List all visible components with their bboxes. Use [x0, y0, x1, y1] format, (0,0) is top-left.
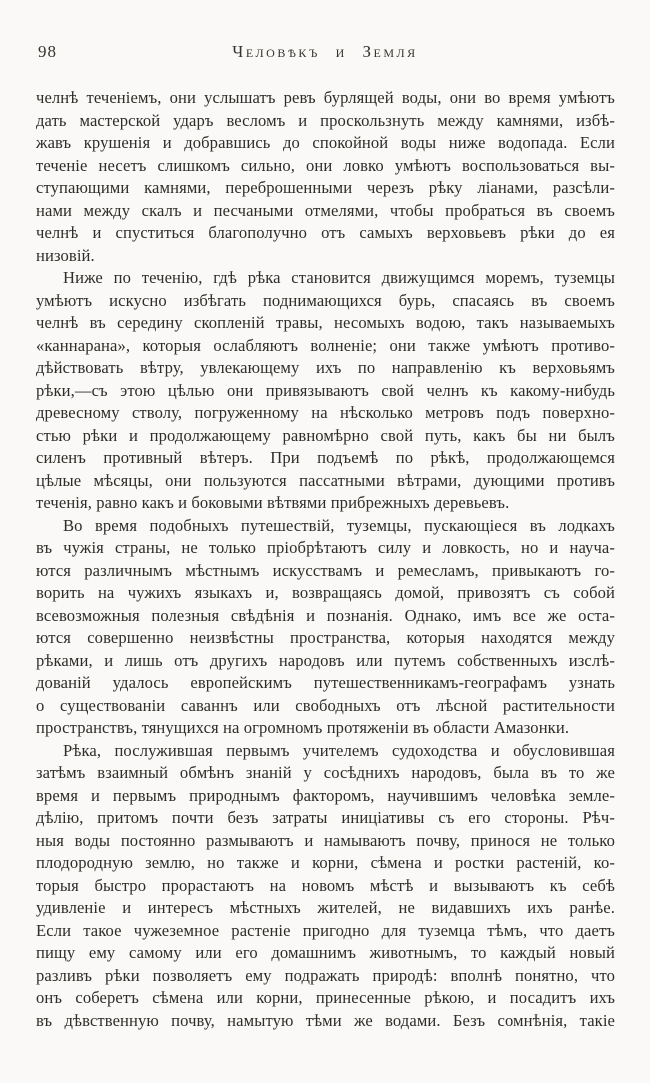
- text-line: затѣмъ взаимный обмѣнъ знаній у сосѣднихъ народовъ, была въ то же: [36, 763, 615, 782]
- running-title: Человѣкъ и Земля: [232, 42, 418, 61]
- text-line: всевозможныя полезныя свѣдѣнія и познанія. Однако, имъ все же оста-: [36, 605, 615, 625]
- text-line: ступающими камнями, переброшенными черезъ рѣку ліанами, разсѣли-: [36, 178, 615, 197]
- text-line: торыя быстро прорастаютъ на новомъ мѣстѣ и вызываютъ къ себѣ: [36, 875, 615, 895]
- text-line: Рѣка, послужившая первымъ учителемъ судоходства и обусловившая: [63, 740, 615, 760]
- text-line: силенъ противный вѣтеръ. При подъемѣ по рѣкѣ, продолжающемся: [36, 448, 615, 467]
- text-line: челнѣ и спуститься благополучно отъ самыхъ верховьевъ рѣки до ея: [36, 223, 615, 242]
- page-header: [0, 0, 650, 64]
- text-line: теченія, равно какъ и боковыми вѣтвями прибрежныхъ деревьевъ.: [36, 493, 510, 512]
- text-line: пространствъ, тянущихся на огромномъ протяженіи въ области Амазонки.: [36, 718, 570, 737]
- text-line: въ чужія страны, не только пріобрѣтаютъ силу и ловкость, но и науча-: [36, 538, 615, 557]
- text-body: [36, 87, 615, 1032]
- text-line: рѣками, и лишь отъ другихъ народовъ или путемъ собственныхъ изслѣ-: [36, 650, 615, 670]
- text-line: рѣки,—съ этою цѣлью они привязываютъ свой челнъ къ какому-нибудь: [36, 380, 615, 400]
- text-line: ются совершенно неизвѣстны пространства, которыя находятся между: [36, 628, 615, 647]
- text-line: «каннарана», которыя ослабляютъ волненіе; они также умѣютъ противо-: [36, 335, 615, 355]
- text-line: челнѣ въ середину скопленій травы, несомыхъ водою, такъ называемыхъ: [36, 313, 615, 332]
- text-line: разливъ рѣки позволяетъ ему подражать природѣ: вполнѣ понятно, что: [36, 965, 615, 985]
- page-number: 98: [38, 42, 57, 61]
- text-line: удивленіе и интересъ мѣстныхъ жителей, не видавшихъ ихъ ранѣе.: [36, 898, 615, 917]
- text-line: теченіе несетъ слишкомъ сильно, они ловко умѣютъ воспользоваться вы-: [36, 155, 615, 175]
- text-line: стью рѣки и продолжающему равномѣрно свой путь, какъ бы ни былъ: [36, 425, 615, 445]
- text-line: Если такое чужеземное растеніе пригодно для туземца тѣмъ, что даетъ: [36, 920, 615, 940]
- text-line: цѣлые мѣсяцы, они пользуются пассатными вѣтрами, дующими противъ: [36, 470, 615, 490]
- text-line: дѣлію, притомъ почти безъ затраты иниціативы съ его стороны. Рѣч-: [36, 808, 615, 827]
- text-line: ворить на чужихъ языкахъ и, возвращаясь домой, привозятъ съ собой: [36, 583, 615, 602]
- text-line: дѣйствовать вѣтру, увлекающему ихъ по направленію къ верховьямъ: [36, 358, 615, 377]
- text-line: челнѣ теченіемъ, они услышатъ ревъ бурлящей воды, они во время умѣютъ: [36, 88, 615, 107]
- text-line: пищу ему самому или его домашнимъ животнымъ, то каждый новый: [36, 943, 615, 962]
- text-line: жавъ крушенія и добравшись до спокойной воды ниже водопада. Если: [36, 133, 615, 152]
- text-line: онъ соберетъ сѣмена или корни, принесенные рѣкою, и посадитъ ихъ: [36, 988, 615, 1007]
- text-line: Во время подобныхъ путешествій, туземцы, пускающіеся въ лодкахъ: [63, 515, 615, 535]
- text-line: о существованіи саваннъ или свободныхъ отъ лѣсной растительности: [36, 695, 615, 715]
- text-line: умѣютъ искусно избѣгать поднимающихся бурь, спасаясь въ своемъ: [36, 290, 615, 310]
- paragraph: [36, 740, 615, 1033]
- text-line: въ дѣвственную почву, намытую тѣми же водами. Безъ сомнѣнія, такіе: [36, 1010, 615, 1030]
- text-line: Ниже по теченію, гдѣ рѣка становится движущимся моремъ, туземцы: [63, 268, 615, 287]
- paragraph: [36, 515, 615, 740]
- text-line: нами между скалъ и песчаными отмелями, чтобы пробраться въ своемъ: [36, 200, 615, 220]
- paragraph: [36, 87, 615, 267]
- text-line: древесному стволу, погруженному на нѣсколько метровъ подъ поверхно-: [36, 403, 615, 422]
- text-line: низовій.: [36, 245, 95, 265]
- text-line: плодородную землю, но также и корни, сѣмена и ростки растеній, ко-: [36, 853, 615, 872]
- text-line: дать мастерской ударъ весломъ и проскользнуть между камнями, избѣ-: [36, 110, 615, 130]
- text-line: дованій удалось европейскимъ путешественникамъ-географамъ узнать: [36, 673, 615, 692]
- text-line: ются различнымъ мѣстнымъ искусствамъ и ремесламъ, привыкаютъ го-: [36, 560, 615, 580]
- text-line: время и первымъ природнымъ факторомъ, научившимъ человѣка земле-: [36, 785, 615, 805]
- paragraph: [36, 267, 615, 515]
- text-line: ныя воды постоянно размываютъ и намываютъ почву, принося не только: [36, 830, 615, 850]
